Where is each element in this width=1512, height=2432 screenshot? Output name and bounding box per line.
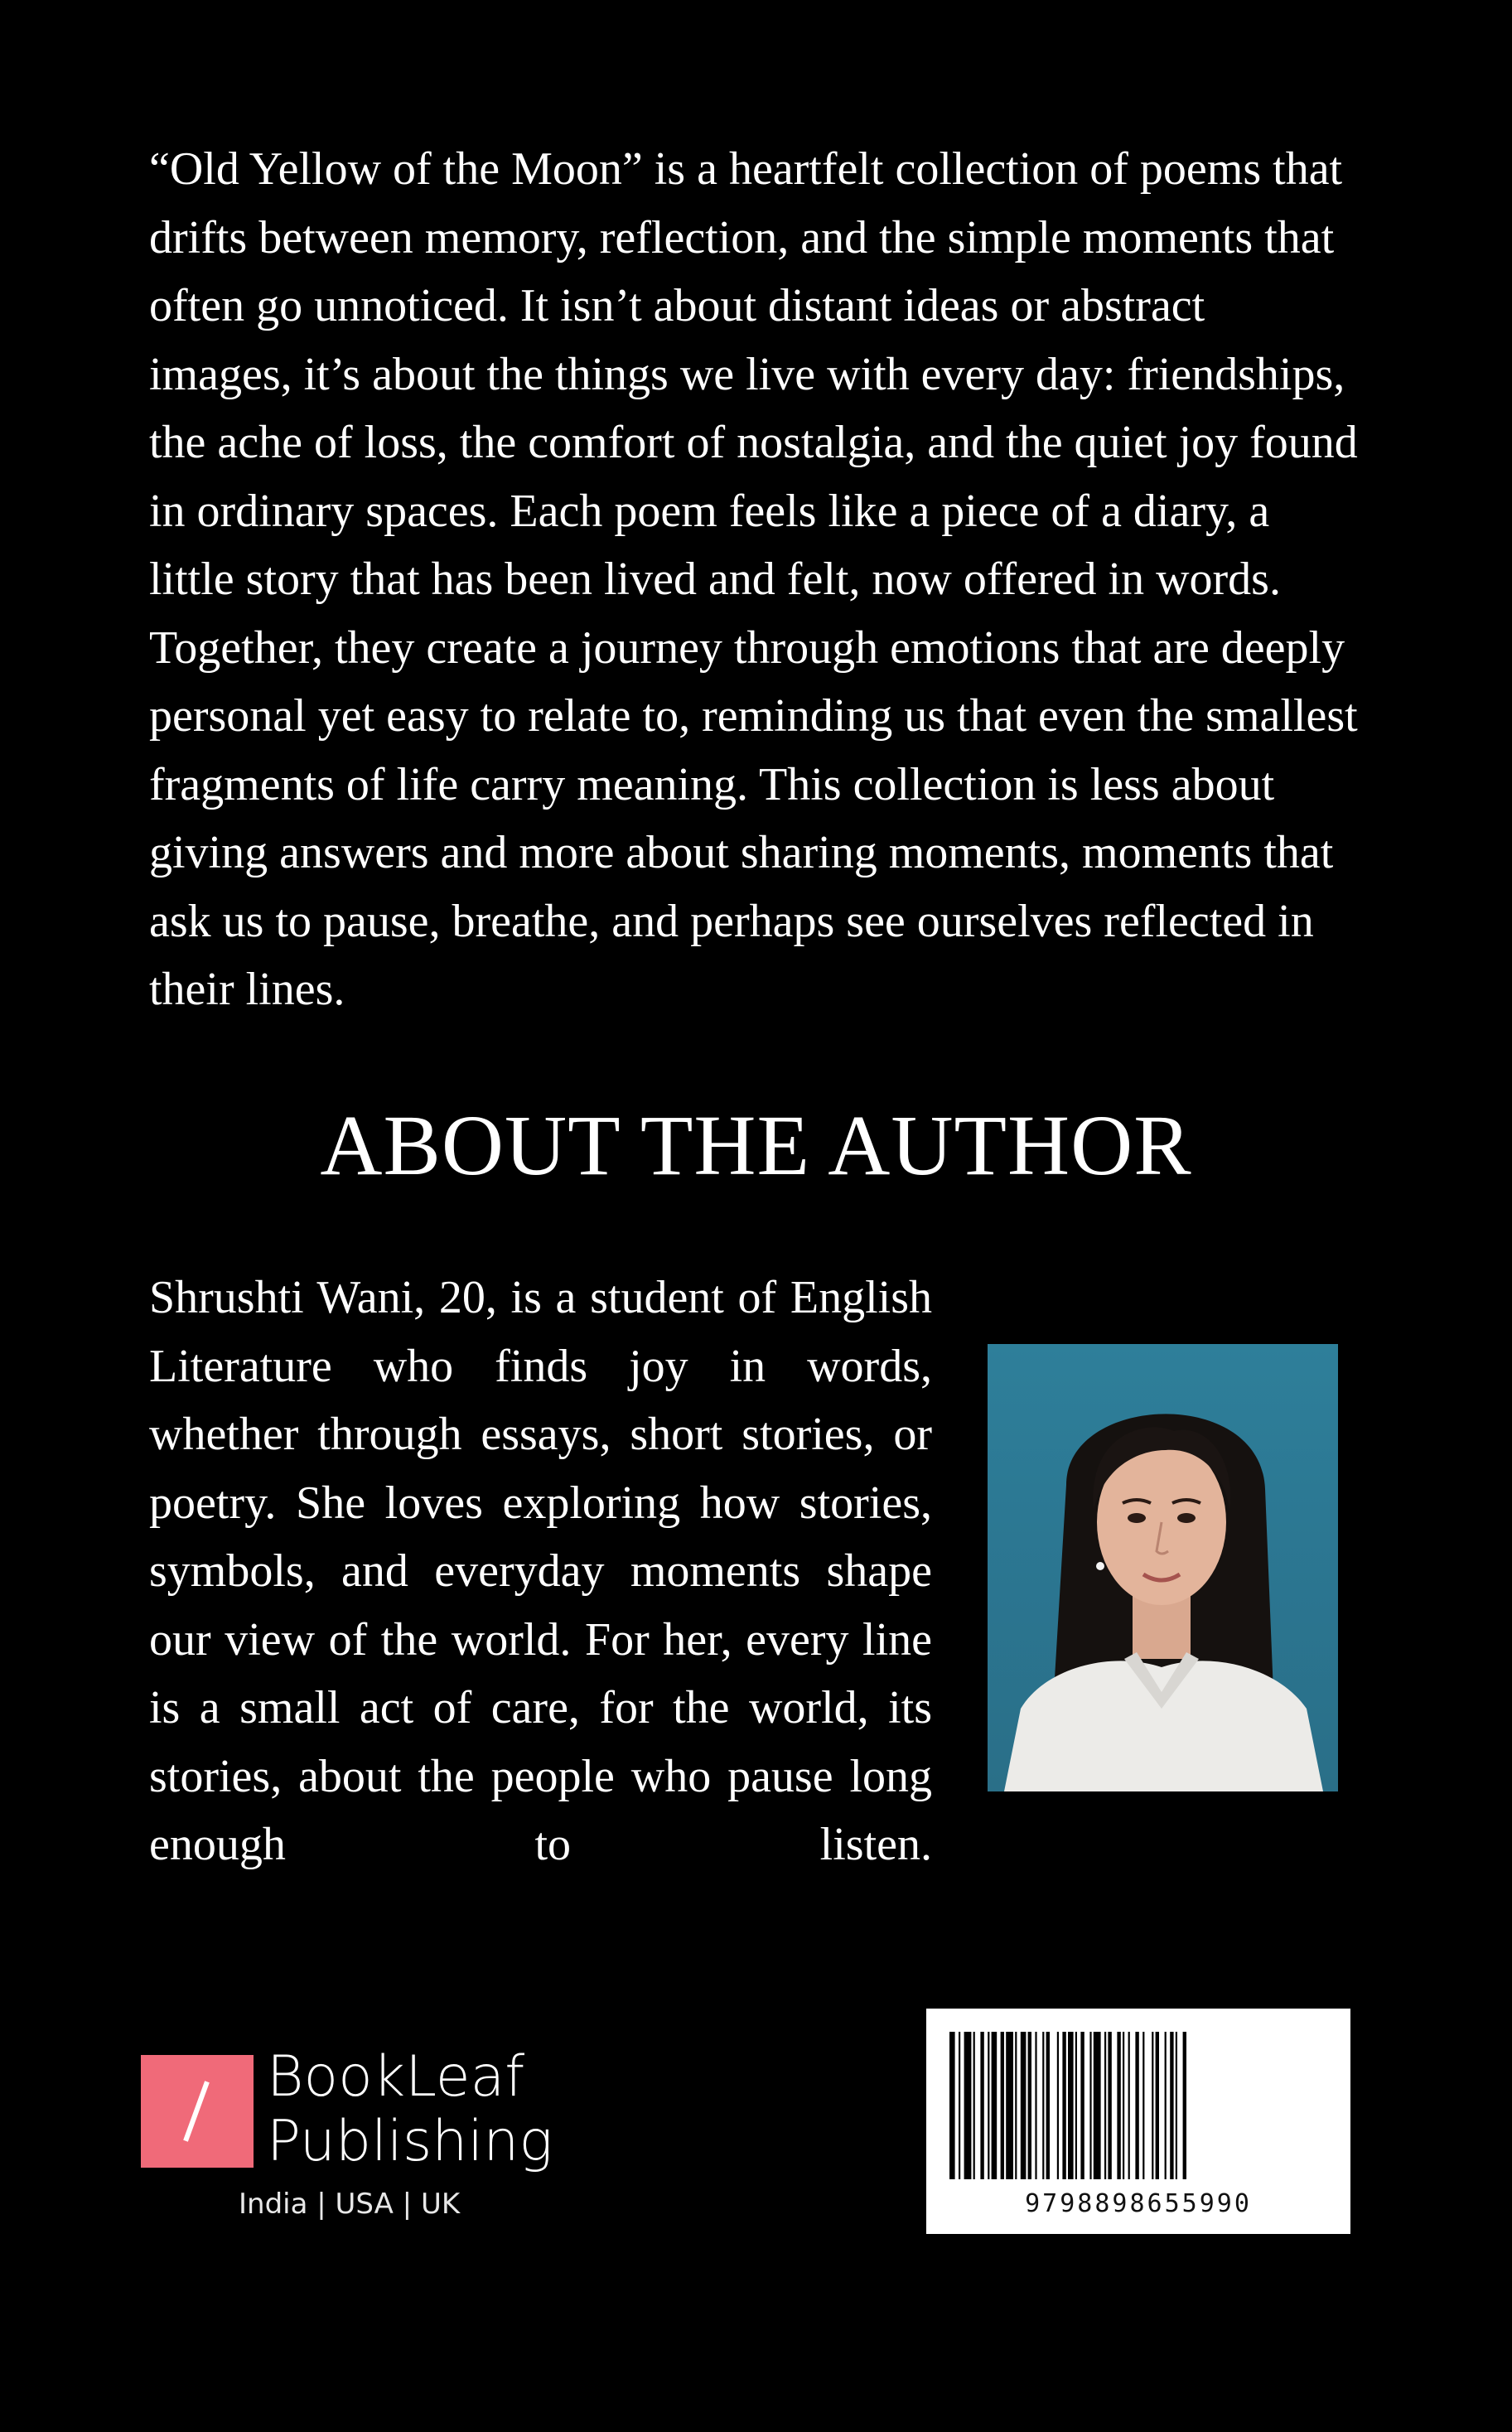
barcode-bar — [1176, 2032, 1177, 2179]
barcode-bar — [1142, 2032, 1144, 2179]
barcode-bar — [1089, 2032, 1091, 2179]
barcode-bar — [1046, 2032, 1050, 2179]
isbn-number: 9798898655990 — [1025, 2189, 1252, 2218]
barcode-bar — [1183, 2032, 1186, 2179]
author-photo — [988, 1344, 1338, 1791]
barcode-bar — [1075, 2032, 1077, 2179]
barcode-bar — [1117, 2032, 1120, 2179]
publisher-name-line2: Publishing — [267, 2109, 553, 2174]
barcode-bar — [1042, 2032, 1044, 2179]
barcode-bar — [1135, 2032, 1138, 2179]
barcode-bar — [1057, 2032, 1059, 2179]
barcode-bar — [1165, 2032, 1167, 2179]
barcode-bar — [1152, 2032, 1153, 2179]
barcode-bar — [1123, 2032, 1124, 2179]
publisher-name-line1: BookLeaf — [267, 2044, 525, 2110]
barcode-bar — [1080, 2032, 1084, 2179]
logo-slash-icon — [183, 2081, 210, 2141]
barcode-bar — [1035, 2032, 1036, 2179]
barcode-bar — [964, 2032, 972, 2179]
publisher-logo — [141, 2055, 254, 2168]
barcode-bar — [1094, 2032, 1101, 2179]
author-bio: Shrushti Wani, 20, is a student of English Literature who finds joy in words, whether through essays, short stories, or poetry. She loves exploring how stories, symbols, and everyday moments shape our view of the world. For her, every line is a small act of care, for the world, its stories, about the people who pause long enough to listen. — [149, 1272, 932, 1870]
barcode-bar — [1021, 2032, 1027, 2179]
barcode-bar — [1068, 2032, 1074, 2179]
barcode-bar — [992, 2032, 998, 2179]
barcode-bar — [1108, 2032, 1111, 2179]
barcode-bar — [1001, 2032, 1004, 2179]
barcode-bar — [1104, 2032, 1106, 2179]
publisher-name — [267, 2045, 553, 2174]
barcode-bar — [949, 2032, 955, 2179]
barcode-bar — [973, 2032, 975, 2179]
barcode-bar — [959, 2032, 960, 2179]
publisher-regions: India | USA | UK — [239, 2188, 461, 2221]
barcode-bars — [949, 2032, 1327, 2179]
barcode-bar — [1006, 2032, 1013, 2179]
barcode-bar — [1028, 2032, 1031, 2179]
author-portrait-illustration — [988, 1344, 1338, 1791]
barcode-bar — [1015, 2032, 1017, 2179]
barcode-bar — [1170, 2032, 1173, 2179]
barcode-bar — [980, 2032, 983, 2179]
isbn-barcode — [926, 2009, 1350, 2234]
barcode-bar — [988, 2032, 989, 2179]
book-blurb: “Old Yellow of the Moon” is a heartfelt collection of poems that drifts between memory, reflection, and the simple moments that often go unnoticed. It isn’t about distant ideas or abstract images, it’s about the things we live with every day: friendships, the ache of loss, the comfort of nostalgia, and the quiet joy found in ordinary spaces. Each poem feels like a piece of a diary, a little story that has been lived and felt, now offered in words. Together, they create a journey through emotions that are deeply personal yet easy to relate to, reminding us that even the smallest fragments of life carry meaning. This collection is less about giving answers and more about sharing moments, moments that ask us to pause, breathe, and perhaps see ourselves reflected in their lines. — [149, 143, 1358, 1015]
barcode-bar — [1128, 2032, 1130, 2179]
barcode-bar — [1062, 2032, 1065, 2179]
barcode-bar — [1156, 2032, 1159, 2179]
about-author-heading: ABOUT THE AUTHOR — [320, 1098, 1192, 1193]
